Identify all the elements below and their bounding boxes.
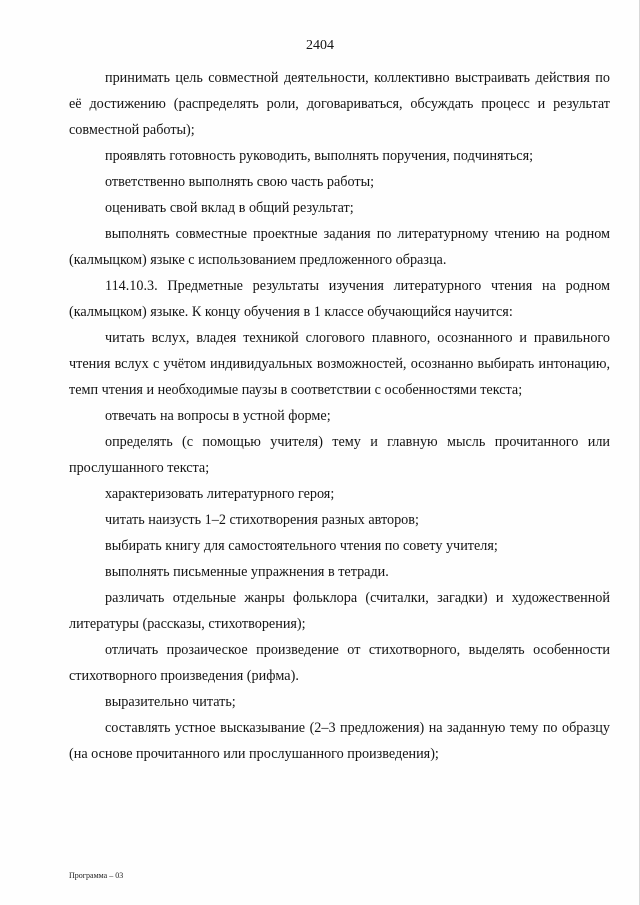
page-number: 2404 (306, 38, 334, 53)
paragraph-leadership: проявлять готовность руководить, выполнять поручения, подчиняться; (105, 148, 534, 164)
footer-program-code: Программа – 03 (69, 871, 124, 880)
paragraph-goal-acceptance: принимать цель совместной деятельности, коллективно выстраивать действия по её достижению (распределять роли, договариваться, обсуждать процесс и результат совместной работы); (69, 70, 610, 138)
paragraph-reading-aloud: читать вслух, владея техникой слогового плавного, осознанного и правильного чтения вслух с учётом индивидуальных возможностей, осознанно выбирать интонацию, темп чтения и необходимые паузы в соответствии с особенностями текста; (69, 330, 610, 398)
paragraph-topic-main-idea: определять (с помощью учителя) тему и главную мысль прочитанного или прослушанного текста; (69, 434, 610, 476)
paragraph-answer-questions: отвечать на вопросы в устной форме; (105, 408, 331, 424)
paragraph-section-heading: 114.10.3. Предметные результаты изучения литературного чтения на родном (калмыцком) языке. К концу обучения в 1 классе обучающийся научится: (69, 278, 610, 320)
paragraph-project-tasks: выполнять совместные проектные задания по литературному чтению на родном (калмыцком) языке с использованием предложенного образца. (69, 226, 610, 268)
paragraph-characterize-hero: характеризовать литературного героя; (105, 486, 335, 502)
paragraph-choose-book: выбирать книгу для самостоятельного чтения по совету учителя; (105, 538, 498, 554)
document-body (69, 65, 610, 767)
paragraph-prose-vs-poetry: отличать прозаическое произведение от стихотворного, выделять особенности стихотворного произведения (рифма). (69, 642, 610, 684)
paragraph-recite-poems: читать наизусть 1–2 стихотворения разных авторов; (105, 512, 419, 528)
paragraph-written-exercises: выполнять письменные упражнения в тетради. (105, 564, 389, 580)
paragraph-expressive-reading: выразительно читать; (105, 694, 236, 710)
paragraph-contribution: оценивать свой вклад в общий результат; (105, 200, 354, 216)
paragraph-oral-statement: составлять устное высказывание (2–3 предложения) на заданную тему по образцу (на основе прочитанного или прослушанного произведения); (69, 720, 610, 762)
paragraph-genres: различать отдельные жанры фольклора (считалки, загадки) и художественной литературы (рассказы, стихотворения); (69, 590, 610, 632)
paragraph-responsibility: ответственно выполнять свою часть работы; (105, 174, 375, 190)
